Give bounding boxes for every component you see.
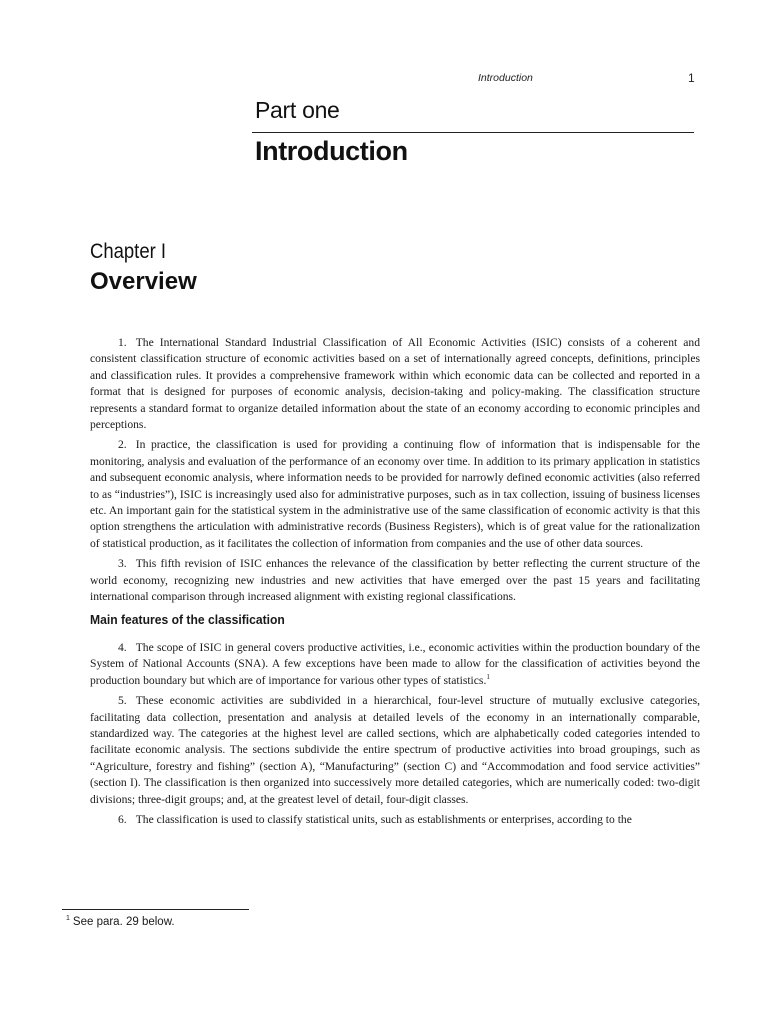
paragraph-number: 2. xyxy=(118,438,127,452)
section-heading: Main features of the classification xyxy=(90,611,285,627)
paragraph-number: 6. xyxy=(118,812,127,826)
footnote-rule xyxy=(62,909,249,910)
paragraph-number: 4. xyxy=(118,640,127,654)
paragraph-number: 1. xyxy=(118,336,127,349)
paragraph-text: The International Standard Industrial Classification of All Economic Activities (ISIC) consists of a coherent and consistent classification structure of economic activities based on a set of internationally agreed concepts, definitions, principles and classification rules. It provides a comprehensive framework within which economic data can be collected and reported in a format that is designed for purposes of economic analysis, decision-taking and policy-making. The classification structure represents a standard format to organize detailed information about the state of an economy according to economic principles and perceptions. xyxy=(90,336,700,432)
paragraph-text: These economic activities are subdivided in a hierarchical, four-level structure of mutually exclusive categories, facilitating data collection, presentation and analysis at detailed levels of the economy in an internationally comparable, standardized way. The categories at the highest level are called sections, which are alphabetically coded categories intended to facilitate economic analysis. The sections subdivide the entire spectrum of productive activities into broad groupings, such as “Agriculture, forestry and fishing” (section A), “Manufacturing” (section C) and “Accommodation and food service activities” (section I). The classification is then organized into successively more detailed categories, which are numerically coded: two-digit divisions; three-digit groups; and, at the greatest level of detail, four-digit classes. xyxy=(90,694,700,806)
footnote-marker: 1 xyxy=(66,915,70,923)
footnote xyxy=(66,916,175,928)
footnote-reference[interactable]: 1 xyxy=(486,672,490,681)
paragraph-3 xyxy=(90,556,700,605)
paragraph-4 xyxy=(90,640,700,689)
part-label: Part one xyxy=(255,97,340,123)
paragraph-text: The scope of ISIC in general covers productive activities, i.e., economic activities within the production boundary of the System of National Accounts (SNA). A few exceptions have been made to allow for the classification of activities beyond the production boundary but which are of importance for various other types of statistics. xyxy=(90,640,700,687)
paragraph-2 xyxy=(90,437,700,552)
paragraph-number: 3. xyxy=(118,557,127,571)
running-head: Introduction xyxy=(478,72,533,84)
paragraph-6 xyxy=(90,812,700,828)
page-number: 1 xyxy=(688,71,695,85)
paragraph-number: 5. xyxy=(118,694,127,708)
paragraph-1 xyxy=(90,335,700,433)
paragraph-text: The classification is used to classify statistical units, such as establishments or enterprises, according to the xyxy=(135,812,632,826)
footnote-text: See para. 29 below. xyxy=(72,916,175,928)
body-text xyxy=(90,335,700,832)
paragraph-text: This fifth revision of ISIC enhances the relevance of the classification by better reflecting the current structure of the world economy, recognizing new industries and new activities that have emerged over the past 15 years and facilitating international comparison through increased alignment with existing regional classifications. xyxy=(90,557,700,604)
paragraph-text: In practice, the classification is used for providing a continuing flow of information that is indispensable for the monitoring, analysis and evaluation of the performance of an economy over time. In addition to its primary application in statistics and subsequent economic analysis, where information needs to be provided for narrowly defined economic activities (also referred to as “industries”), ISIC is increasingly used also for administrative purposes, such as in tax collection, issuing of business licenses etc. An important gain for the statistical system in the administrative use of the same classification of economic activity is that this option strengthens the articulation with administrative records (Business Registers), which is of great value for the rationalization of statistical production, as it facilitates the collection of information from companies and the use of other data sources. xyxy=(90,438,700,550)
paragraph-5 xyxy=(90,693,700,808)
part-rule xyxy=(252,132,694,133)
chapter-title: Overview xyxy=(90,268,197,295)
part-title: Introduction xyxy=(255,136,408,166)
chapter-label: Chapter I xyxy=(90,240,167,263)
